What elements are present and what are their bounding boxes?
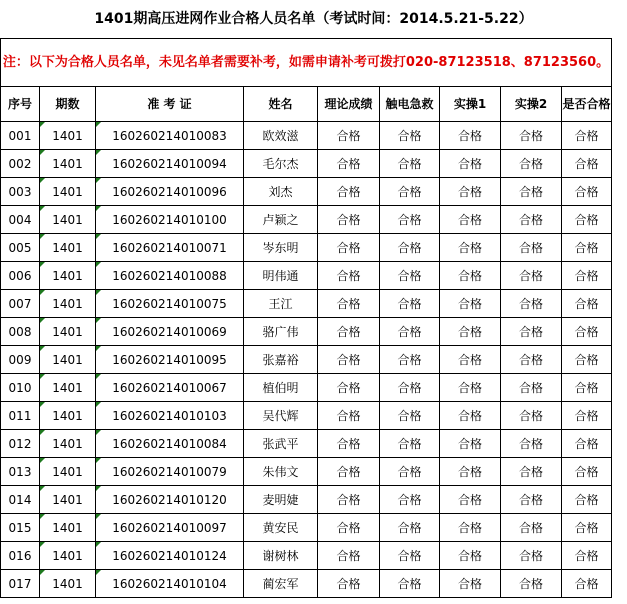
- table-row: [1, 402, 612, 430]
- table-row: [1, 458, 612, 486]
- cell-theory: 合格: [318, 122, 380, 150]
- cell-seq: 005: [1, 234, 40, 262]
- cell-qualified: 合格: [562, 262, 612, 290]
- cell-shock: 合格: [380, 206, 440, 234]
- cell-name: 卢颖之: [244, 206, 318, 234]
- cell-period: 1401: [40, 458, 96, 486]
- cell-op2: 合格: [501, 542, 562, 570]
- cell-ticket: 160260214010120: [96, 486, 244, 514]
- cell-seq: 016: [1, 542, 40, 570]
- table-row: [1, 206, 612, 234]
- cell-qualified: 合格: [562, 514, 612, 542]
- cell-shock: 合格: [380, 150, 440, 178]
- cell-op1: 合格: [440, 430, 501, 458]
- cell-op2: 合格: [501, 486, 562, 514]
- cell-ticket: 160260214010075: [96, 290, 244, 318]
- notice-text: 注：以下为合格人员名单，未见名单者需要补考，如需申请补考可拨打020-87123518、87123560。: [1, 39, 612, 87]
- cell-period: 1401: [40, 430, 96, 458]
- cell-name: 张嘉裕: [244, 346, 318, 374]
- cell-op2: 合格: [501, 346, 562, 374]
- cell-theory: 合格: [318, 570, 380, 598]
- cell-period: 1401: [40, 290, 96, 318]
- cell-period: 1401: [40, 374, 96, 402]
- header-seq: 序号: [1, 87, 40, 122]
- header-op1: 实操1: [440, 87, 501, 122]
- cell-qualified: 合格: [562, 542, 612, 570]
- cell-seq: 017: [1, 570, 40, 598]
- cell-period: 1401: [40, 318, 96, 346]
- cell-qualified: 合格: [562, 290, 612, 318]
- cell-seq: 004: [1, 206, 40, 234]
- cell-qualified: 合格: [562, 346, 612, 374]
- cell-seq: 001: [1, 122, 40, 150]
- cell-op1: 合格: [440, 318, 501, 346]
- cell-shock: 合格: [380, 346, 440, 374]
- cell-qualified: 合格: [562, 486, 612, 514]
- cell-theory: 合格: [318, 290, 380, 318]
- cell-ticket: 160260214010095: [96, 346, 244, 374]
- table-row: [1, 178, 612, 206]
- cell-theory: 合格: [318, 486, 380, 514]
- table-row: [1, 262, 612, 290]
- header-ticket: 准 考 证: [96, 87, 244, 122]
- cell-shock: 合格: [380, 514, 440, 542]
- cell-op1: 合格: [440, 542, 501, 570]
- cell-name: 明伟通: [244, 262, 318, 290]
- cell-period: 1401: [40, 234, 96, 262]
- cell-shock: 合格: [380, 122, 440, 150]
- table-row: [1, 346, 612, 374]
- table-row: [1, 290, 612, 318]
- cell-shock: 合格: [380, 290, 440, 318]
- cell-shock: 合格: [380, 402, 440, 430]
- cell-op2: 合格: [501, 290, 562, 318]
- cell-qualified: 合格: [562, 122, 612, 150]
- cell-op2: 合格: [501, 514, 562, 542]
- cell-seq: 006: [1, 262, 40, 290]
- cell-ticket: 160260214010100: [96, 206, 244, 234]
- header-period: 期数: [40, 87, 96, 122]
- cell-period: 1401: [40, 486, 96, 514]
- table-row: [1, 542, 612, 570]
- cell-op2: 合格: [501, 150, 562, 178]
- cell-op2: 合格: [501, 234, 562, 262]
- cell-shock: 合格: [380, 374, 440, 402]
- cell-shock: 合格: [380, 570, 440, 598]
- page-title: 1401期高压进网作业合格人员名单（考试时间：2014.5.21-5.22）: [94, 11, 533, 27]
- cell-op2: 合格: [501, 570, 562, 598]
- cell-name: 吴代辉: [244, 402, 318, 430]
- table-row: [1, 122, 612, 150]
- cell-op2: 合格: [501, 374, 562, 402]
- table-row: [1, 570, 612, 598]
- cell-op2: 合格: [501, 402, 562, 430]
- cell-theory: 合格: [318, 178, 380, 206]
- cell-seq: 012: [1, 430, 40, 458]
- cell-shock: 合格: [380, 318, 440, 346]
- cell-seq: 013: [1, 458, 40, 486]
- cell-theory: 合格: [318, 430, 380, 458]
- cell-name: 朱伟文: [244, 458, 318, 486]
- cell-name: 蔺宏军: [244, 570, 318, 598]
- cell-shock: 合格: [380, 234, 440, 262]
- cell-op2: 合格: [501, 458, 562, 486]
- cell-name: 麦明婕: [244, 486, 318, 514]
- table-row: [1, 150, 612, 178]
- cell-theory: 合格: [318, 346, 380, 374]
- cell-op1: 合格: [440, 122, 501, 150]
- cell-name: 植伯明: [244, 374, 318, 402]
- cell-ticket: 160260214010067: [96, 374, 244, 402]
- cell-qualified: 合格: [562, 178, 612, 206]
- cell-name: 黄安民: [244, 514, 318, 542]
- header-op2: 实操2: [501, 87, 562, 122]
- cell-op1: 合格: [440, 374, 501, 402]
- cell-ticket: 160260214010096: [96, 178, 244, 206]
- cell-seq: 008: [1, 318, 40, 346]
- cell-period: 1401: [40, 122, 96, 150]
- cell-op1: 合格: [440, 234, 501, 262]
- cell-op2: 合格: [501, 262, 562, 290]
- cell-ticket: 160260214010083: [96, 122, 244, 150]
- cell-period: 1401: [40, 570, 96, 598]
- results-sheet: [0, 38, 627, 604]
- cell-ticket: 160260214010084: [96, 430, 244, 458]
- cell-seq: 011: [1, 402, 40, 430]
- cell-shock: 合格: [380, 542, 440, 570]
- cell-shock: 合格: [380, 458, 440, 486]
- cell-name: 谢树林: [244, 542, 318, 570]
- cell-seq: 007: [1, 290, 40, 318]
- cell-op2: 合格: [501, 430, 562, 458]
- cell-ticket: 160260214010094: [96, 150, 244, 178]
- cell-theory: 合格: [318, 150, 380, 178]
- cell-theory: 合格: [318, 514, 380, 542]
- cell-seq: 002: [1, 150, 40, 178]
- header-row: [1, 87, 612, 122]
- cell-op1: 合格: [440, 514, 501, 542]
- cell-shock: 合格: [380, 486, 440, 514]
- cell-ticket: 160260214010124: [96, 542, 244, 570]
- results-table: [0, 38, 612, 598]
- cell-op1: 合格: [440, 458, 501, 486]
- cell-ticket: 160260214010071: [96, 234, 244, 262]
- cell-qualified: 合格: [562, 206, 612, 234]
- cell-seq: 003: [1, 178, 40, 206]
- cell-name: 张武平: [244, 430, 318, 458]
- cell-op1: 合格: [440, 486, 501, 514]
- cell-op2: 合格: [501, 318, 562, 346]
- cell-qualified: 合格: [562, 402, 612, 430]
- cell-qualified: 合格: [562, 318, 612, 346]
- cell-theory: 合格: [318, 262, 380, 290]
- cell-shock: 合格: [380, 262, 440, 290]
- cell-theory: 合格: [318, 402, 380, 430]
- cell-name: 岑东明: [244, 234, 318, 262]
- cell-op1: 合格: [440, 570, 501, 598]
- cell-theory: 合格: [318, 206, 380, 234]
- cell-ticket: 160260214010079: [96, 458, 244, 486]
- cell-qualified: 合格: [562, 570, 612, 598]
- cell-op1: 合格: [440, 206, 501, 234]
- cell-op1: 合格: [440, 150, 501, 178]
- cell-op2: 合格: [501, 122, 562, 150]
- cell-qualified: 合格: [562, 374, 612, 402]
- cell-op1: 合格: [440, 262, 501, 290]
- table-row: [1, 430, 612, 458]
- cell-ticket: 160260214010069: [96, 318, 244, 346]
- cell-theory: 合格: [318, 318, 380, 346]
- cell-ticket: 160260214010097: [96, 514, 244, 542]
- cell-qualified: 合格: [562, 430, 612, 458]
- table-row: [1, 318, 612, 346]
- cell-period: 1401: [40, 402, 96, 430]
- cell-period: 1401: [40, 346, 96, 374]
- table-row: [1, 514, 612, 542]
- header-qualified: 是否合格: [562, 87, 612, 122]
- cell-op1: 合格: [440, 402, 501, 430]
- cell-seq: 010: [1, 374, 40, 402]
- cell-shock: 合格: [380, 430, 440, 458]
- cell-name: 欧效滋: [244, 122, 318, 150]
- cell-seq: 014: [1, 486, 40, 514]
- cell-op2: 合格: [501, 206, 562, 234]
- cell-period: 1401: [40, 178, 96, 206]
- cell-name: 毛尔杰: [244, 150, 318, 178]
- table-body: [1, 122, 612, 598]
- cell-ticket: 160260214010088: [96, 262, 244, 290]
- cell-name: 骆广伟: [244, 318, 318, 346]
- table-row: [1, 234, 612, 262]
- notice-row: [1, 39, 612, 87]
- cell-qualified: 合格: [562, 150, 612, 178]
- table-row: [1, 374, 612, 402]
- cell-period: 1401: [40, 542, 96, 570]
- cell-period: 1401: [40, 150, 96, 178]
- cell-shock: 合格: [380, 178, 440, 206]
- cell-qualified: 合格: [562, 458, 612, 486]
- cell-seq: 009: [1, 346, 40, 374]
- cell-theory: 合格: [318, 458, 380, 486]
- cell-op1: 合格: [440, 178, 501, 206]
- cell-period: 1401: [40, 262, 96, 290]
- cell-period: 1401: [40, 514, 96, 542]
- header-name: 姓名: [244, 87, 318, 122]
- cell-seq: 015: [1, 514, 40, 542]
- cell-theory: 合格: [318, 374, 380, 402]
- cell-op1: 合格: [440, 346, 501, 374]
- header-shock: 触电急救: [380, 87, 440, 122]
- cell-name: 王江: [244, 290, 318, 318]
- header-theory: 理论成绩: [318, 87, 380, 122]
- table-row: [1, 486, 612, 514]
- cell-ticket: 160260214010104: [96, 570, 244, 598]
- cell-theory: 合格: [318, 234, 380, 262]
- cell-theory: 合格: [318, 542, 380, 570]
- cell-period: 1401: [40, 206, 96, 234]
- cell-ticket: 160260214010103: [96, 402, 244, 430]
- cell-name: 刘杰: [244, 178, 318, 206]
- cell-op1: 合格: [440, 290, 501, 318]
- cell-op2: 合格: [501, 178, 562, 206]
- cell-qualified: 合格: [562, 234, 612, 262]
